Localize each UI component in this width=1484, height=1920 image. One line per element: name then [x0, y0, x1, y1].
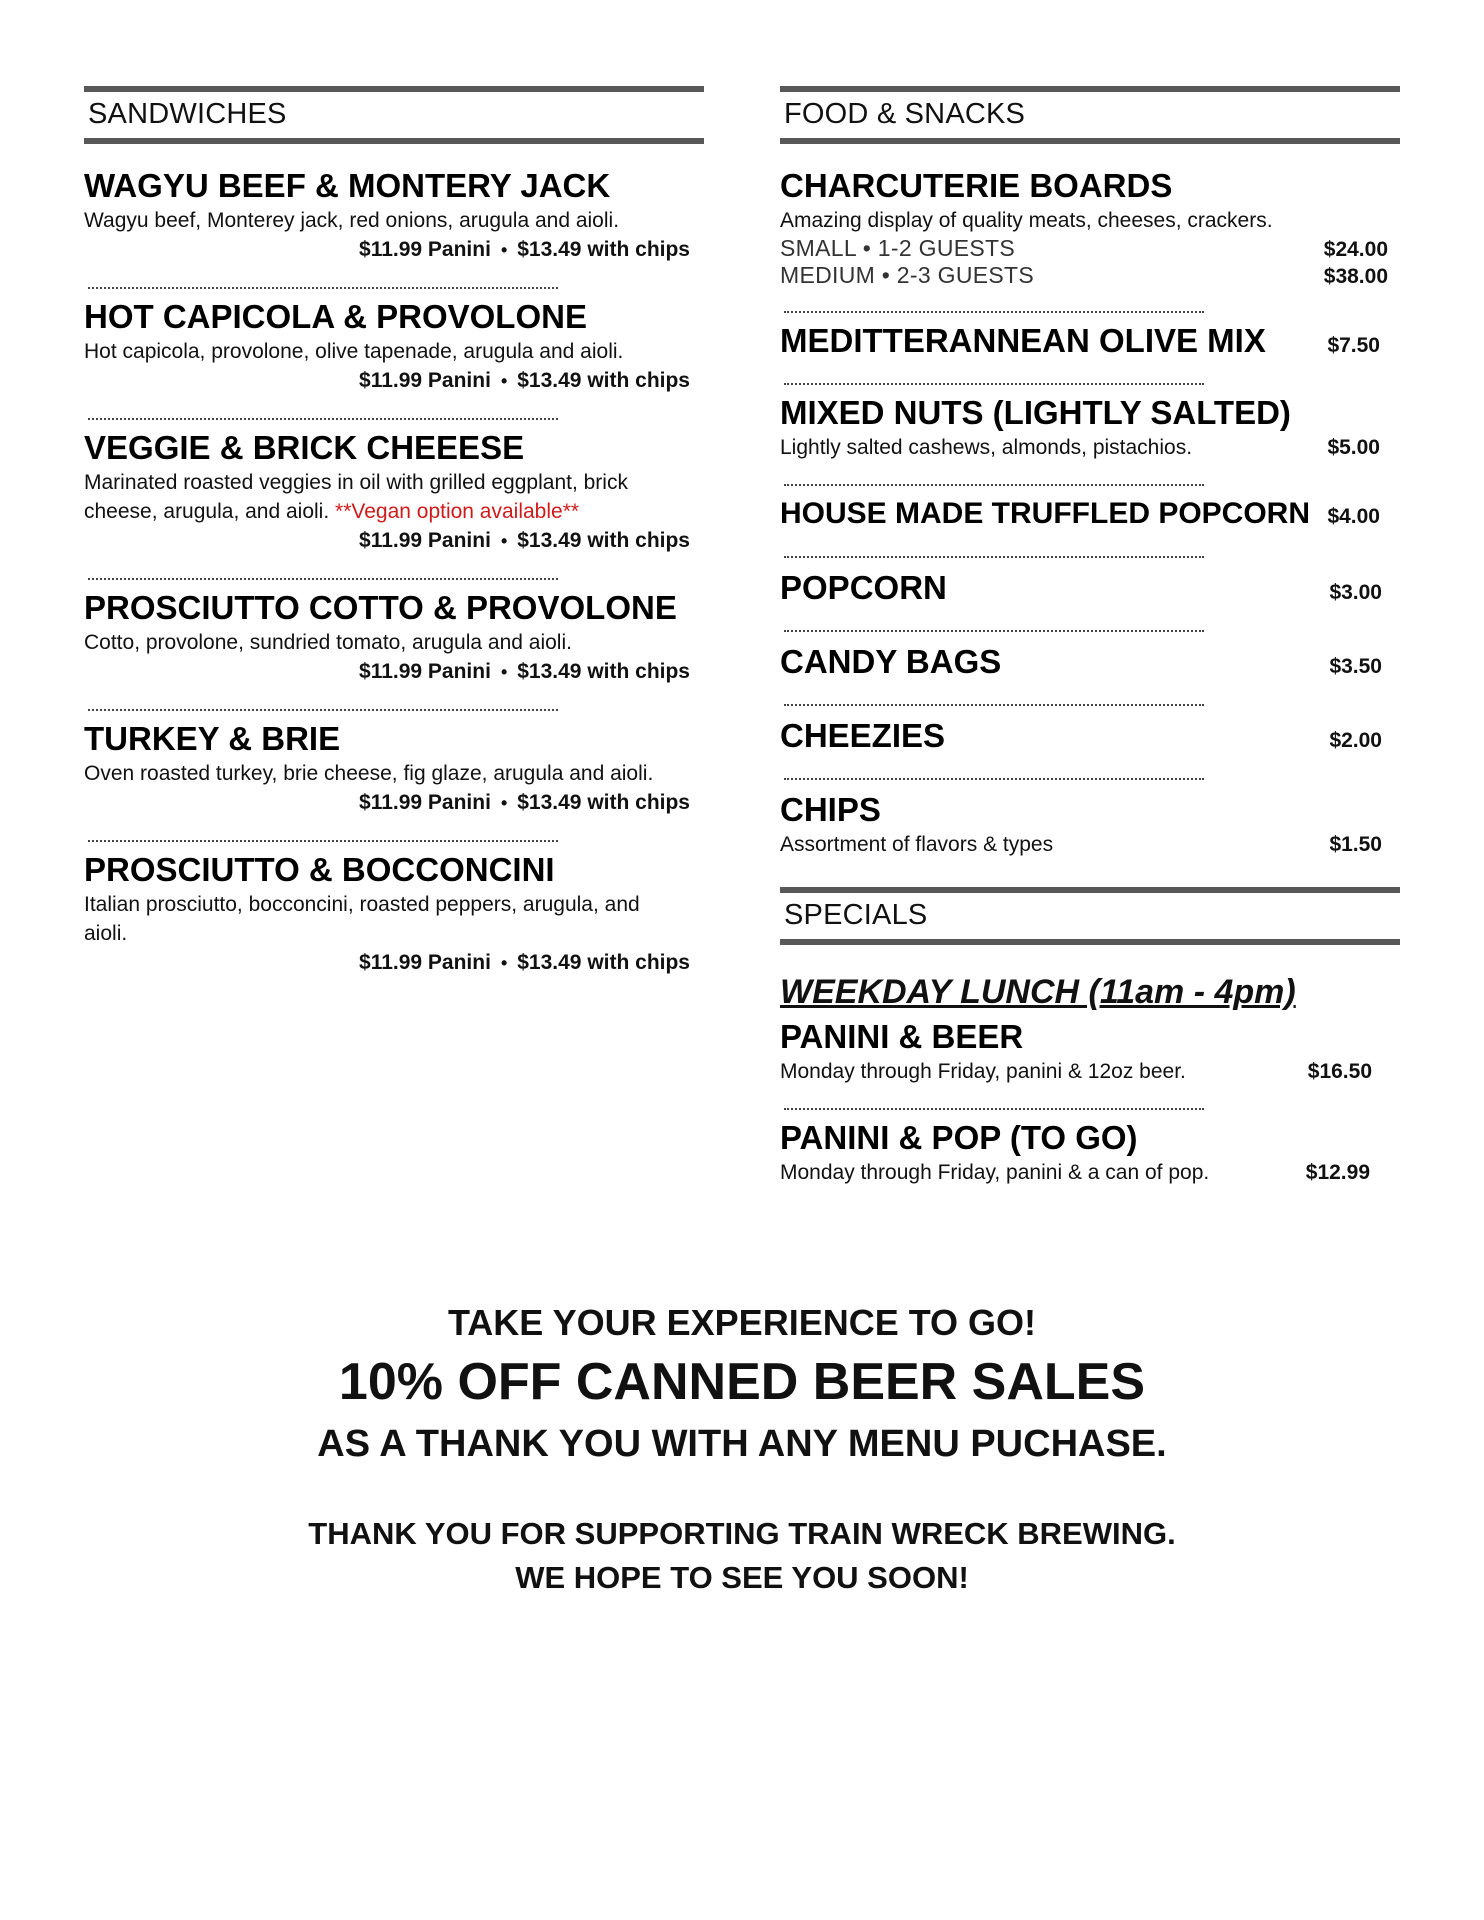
- specials-title: SPECIALS: [784, 899, 928, 931]
- item-name: TURKEY & BRIE: [84, 720, 341, 757]
- item-description: Wagyu beef, Monterey jack, red onions, arugula and aioli.: [84, 209, 620, 232]
- item-price: $11.99 Panini • $13.49 with chips: [359, 660, 690, 683]
- promo-line-2: 10% OFF CANNED BEER SALES: [338, 1353, 1146, 1411]
- sandwich-item-cotto: [84, 588, 704, 711]
- item-description: Monday through Friday, panini & 12oz beer.: [780, 1060, 1186, 1083]
- dotted-divider: [88, 402, 558, 420]
- item-name: WAGYU BEEF & MONTERY JACK: [84, 167, 611, 204]
- dotted-divider: [784, 295, 1204, 313]
- olive-item: [780, 321, 1400, 385]
- item-name: HOUSE MADE TRUFFLED POPCORN: [780, 497, 1311, 530]
- sandwich-item-capicola: [84, 297, 704, 420]
- header-rule-top: [780, 887, 1400, 893]
- dotted-divider: [88, 271, 558, 289]
- nuts-item: [780, 393, 1400, 486]
- specials-section-header: [780, 887, 1400, 945]
- charcuterie-item: [780, 166, 1400, 313]
- item-price: $3.50: [1329, 655, 1382, 678]
- dotted-divider: [784, 468, 1204, 486]
- size-row-small: [780, 235, 1400, 262]
- item-description: Marinated roasted veggies in oil with grilled eggplant, brick cheese, arugula, and aioli. **Vegan option available**: [84, 471, 628, 523]
- promo-line-3: AS A THANK YOU WITH ANY MENU PUCHASE.: [317, 1423, 1167, 1465]
- chips-item: [780, 790, 1400, 859]
- item-name: PROSCIUTTO COTTO & PROVOLONE: [84, 589, 677, 626]
- popcorn-item: [780, 568, 1400, 632]
- item-description: Assortment of flavors & types: [780, 833, 1054, 856]
- dotted-divider: [784, 688, 1204, 706]
- item-name: CHARCUTERIE BOARDS: [780, 167, 1173, 204]
- dotted-divider: [88, 824, 558, 842]
- item-price: $11.99 Panini • $13.49 with chips: [359, 791, 690, 814]
- header-rule-bottom: [84, 138, 704, 144]
- item-price: $7.50: [1327, 334, 1380, 357]
- sandwiches-column: [84, 86, 704, 978]
- item-price: $11.99 Panini • $13.49 with chips: [359, 369, 690, 392]
- item-price: $11.99 Panini • $13.49 with chips: [359, 951, 690, 974]
- item-price: $4.00: [1327, 505, 1380, 528]
- header-rule-top: [780, 86, 1400, 92]
- item-name: CHEEZIES: [780, 717, 946, 754]
- item-price: $5.00: [1327, 436, 1380, 459]
- item-name: CHIPS: [780, 791, 881, 828]
- item-name: VEGGIE & BRICK CHEEESE: [84, 429, 525, 466]
- see-you-line: WE HOPE TO SEE YOU SOON!: [515, 1560, 969, 1595]
- item-name: POPCORN: [780, 569, 947, 606]
- vegan-note: **Vegan option available**: [335, 500, 580, 523]
- item-name: MIXED NUTS (LIGHTLY SALTED): [780, 394, 1291, 431]
- item-name: PROSCIUTTO & BOCCONCINI: [84, 851, 555, 888]
- header-rule-bottom: [780, 939, 1400, 945]
- item-description: Lightly salted cashews, almonds, pistachios.: [780, 436, 1193, 459]
- item-name: MEDITTERANNEAN OLIVE MIX: [780, 322, 1266, 359]
- dotted-divider: [784, 1092, 1204, 1110]
- item-description: Italian prosciutto, bocconcini, roasted peppers, arugula, and aioli.: [84, 893, 640, 945]
- dotted-divider: [784, 762, 1204, 780]
- dotted-divider: [88, 562, 558, 580]
- thank-you-line: THANK YOU FOR SUPPORTING TRAIN WRECK BREWING.: [308, 1516, 1176, 1551]
- item-price: $11.99 Panini • $13.49 with chips: [359, 238, 690, 261]
- promo-line-1: TAKE YOUR EXPERIENCE TO GO!: [447, 1302, 1037, 1343]
- sandwiches-section-header: [84, 86, 704, 144]
- item-description: Oven roasted turkey, brie cheese, fig glaze, arugula and aioli.: [84, 762, 654, 785]
- size-label: MEDIUM • 2-3 GUESTS: [780, 262, 1035, 288]
- dotted-divider: [784, 614, 1204, 632]
- item-description: Cotto, provolone, sundried tomato, arugula and aioli.: [84, 631, 572, 654]
- size-label: SMALL • 1-2 GUESTS: [780, 235, 1016, 261]
- dotted-divider: [784, 367, 1204, 385]
- item-description: Amazing display of quality meats, cheeses, crackers.: [780, 209, 1273, 232]
- dotted-divider: [784, 540, 1204, 558]
- cheezies-item: [780, 716, 1400, 780]
- header-rule-top: [84, 86, 704, 92]
- sandwich-item-turkey: [84, 719, 704, 842]
- item-description: Hot capicola, provolone, olive tapenade, arugula and aioli.: [84, 340, 624, 363]
- item-price: $16.50: [1307, 1060, 1372, 1083]
- item-name: PANINI & BEER: [780, 1018, 1024, 1055]
- item-name: PANINI & POP (TO GO): [780, 1119, 1138, 1156]
- item-name: HOT CAPICOLA & PROVOLONE: [84, 298, 587, 335]
- size-price: $38.00: [1323, 265, 1388, 288]
- item-description: Monday through Friday, panini & a can of pop.: [780, 1161, 1210, 1184]
- sandwich-item-wagyu: [84, 166, 704, 289]
- header-rule-bottom: [780, 138, 1400, 144]
- truffle-popcorn-item: [780, 494, 1400, 558]
- candy-item: [780, 642, 1400, 706]
- size-price: $24.00: [1323, 238, 1388, 261]
- weekday-lunch-title: WEEKDAY LUNCH (11am - 4pm): [780, 973, 1296, 1011]
- footer-promo: [0, 1298, 1484, 1600]
- item-price: $12.99: [1305, 1161, 1370, 1184]
- sandwich-item-veggie: [84, 428, 704, 580]
- sandwich-item-bocconcini: [84, 850, 704, 978]
- item-price: $2.00: [1329, 729, 1382, 752]
- sandwiches-title: SANDWICHES: [88, 98, 287, 130]
- item-name: CANDY BAGS: [780, 643, 1002, 680]
- item-price: $1.50: [1329, 833, 1382, 856]
- item-price: $11.99 Panini • $13.49 with chips: [359, 529, 690, 552]
- item-price: $3.00: [1329, 581, 1382, 604]
- weekday-lunch-block: [780, 971, 1400, 1187]
- size-row-medium: [780, 262, 1400, 289]
- dotted-divider: [88, 693, 558, 711]
- food-section-header: [780, 86, 1400, 144]
- food-column: [780, 86, 1400, 1187]
- food-title: FOOD & SNACKS: [784, 98, 1026, 130]
